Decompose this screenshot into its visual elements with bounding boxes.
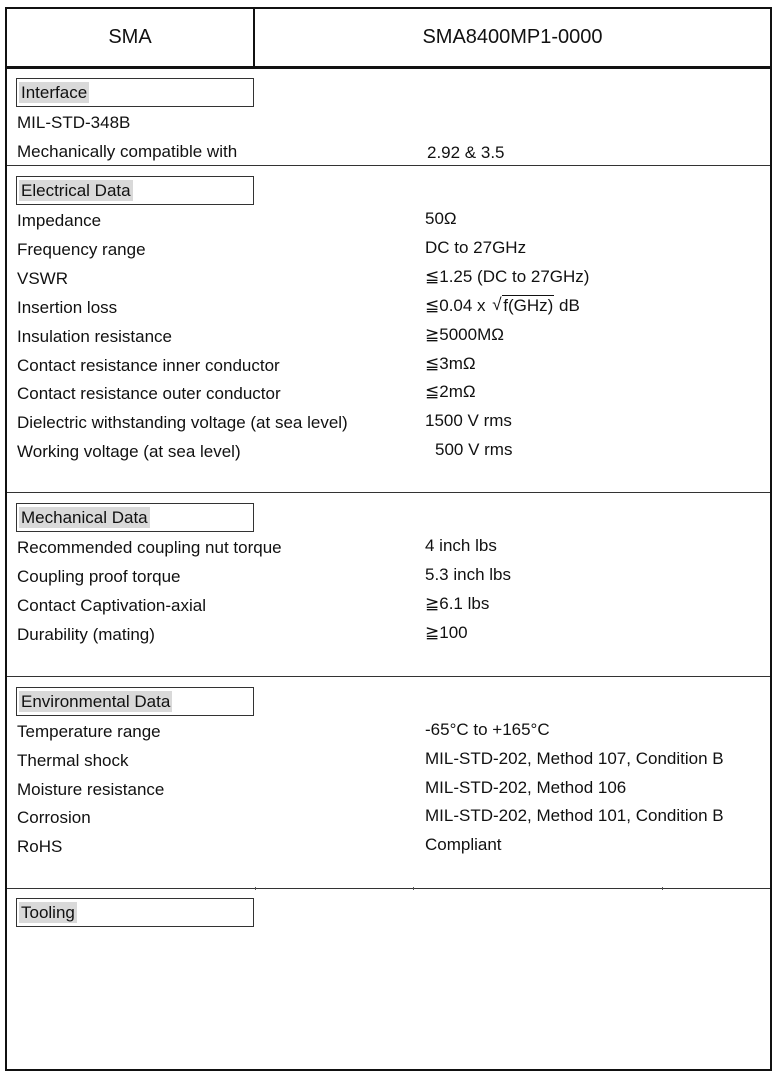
mechanical-value: 5.3 inch lbs xyxy=(425,565,511,584)
electrical-value: 1500 V rms xyxy=(425,411,512,430)
environmental-value: MIL-STD-202, Method 106 xyxy=(425,778,627,797)
section-divider xyxy=(7,888,770,889)
section-title-electrical xyxy=(16,176,254,205)
connector-type: SMA xyxy=(7,9,255,66)
mechanical-label: Coupling proof torque xyxy=(17,567,181,586)
electrical-label: Frequency range xyxy=(17,240,146,259)
environmental-label: RoHS xyxy=(17,837,63,856)
electrical-label: Contact resistance inner conductor xyxy=(17,356,280,375)
mechanical-value: ≧6.1 lbs xyxy=(425,594,490,613)
insertion-loss-suffix: dB xyxy=(554,296,580,315)
section-title-mechanical-text: Mechanical Data xyxy=(21,508,148,527)
mechanical-label: Durability (mating) xyxy=(17,625,155,644)
electrical-label: Dielectric withstanding voltage (at sea level) xyxy=(17,413,348,432)
section-divider xyxy=(7,492,770,493)
mechanical-label: Recommended coupling nut torque xyxy=(17,538,282,557)
divider-tick xyxy=(662,887,663,890)
section-divider xyxy=(7,676,770,677)
electrical-value: ≦2mΩ xyxy=(425,382,476,401)
insertion-loss-prefix: ≦0.04 x xyxy=(425,296,491,315)
section-title-interface-text: Interface xyxy=(21,83,88,102)
divider-tick xyxy=(413,887,414,890)
insertion-loss-value xyxy=(425,296,580,316)
electrical-label: Impedance xyxy=(17,211,102,230)
section-title-environmental xyxy=(16,687,254,716)
electrical-label: Insulation resistance xyxy=(17,327,172,346)
sqrt-symbol xyxy=(492,296,554,316)
environmental-label: Thermal shock xyxy=(17,751,129,770)
section-title-tooling-text: Tooling xyxy=(21,903,75,922)
environmental-label: Moisture resistance xyxy=(17,780,165,799)
electrical-value: 50Ω xyxy=(425,209,457,228)
electrical-value: DC to 27GHz xyxy=(425,238,527,257)
electrical-label: Contact resistance outer conductor xyxy=(17,384,281,403)
section-divider xyxy=(7,165,770,166)
compat-label: Mechanically compatible with xyxy=(17,142,238,161)
electrical-value: 500 V rms xyxy=(435,440,513,459)
spec-header xyxy=(7,9,770,69)
section-title-mechanical xyxy=(16,503,254,532)
mechanical-label: Contact Captivation-axial xyxy=(17,596,206,615)
mechanical-value: ≧100 xyxy=(425,623,468,642)
electrical-value: ≦1.25 (DC to 27GHz) xyxy=(425,267,590,286)
divider-tick xyxy=(255,887,256,890)
part-number: SMA8400MP1-0000 xyxy=(422,26,603,48)
interface-standard: MIL-STD-348B xyxy=(17,113,131,132)
section-title-environmental-text: Environmental Data xyxy=(21,692,171,711)
electrical-label: Insertion loss xyxy=(17,298,118,317)
section-title-electrical-text: Electrical Data xyxy=(21,181,131,200)
compat-value: 2.92 & 3.5 xyxy=(427,143,505,162)
environmental-label: Temperature range xyxy=(17,722,161,741)
environmental-value: MIL-STD-202, Method 101, Condition B xyxy=(425,806,724,825)
environmental-value: MIL-STD-202, Method 107, Condition B xyxy=(425,749,724,768)
environmental-value: Compliant xyxy=(425,835,502,854)
environmental-value: -65°C to +165°C xyxy=(425,720,550,739)
section-title-interface xyxy=(16,78,254,107)
insertion-loss-radicand: f(GHz) xyxy=(503,296,554,315)
spec-sheet xyxy=(5,7,772,1071)
environmental-label: Corrosion xyxy=(17,808,91,827)
electrical-value: ≧5000MΩ xyxy=(425,325,504,344)
electrical-label: VSWR xyxy=(17,269,68,288)
section-title-tooling xyxy=(16,898,254,927)
electrical-label: Working voltage (at sea level) xyxy=(17,442,241,461)
mechanical-value: 4 inch lbs xyxy=(425,536,497,555)
electrical-value: ≦3mΩ xyxy=(425,354,476,373)
